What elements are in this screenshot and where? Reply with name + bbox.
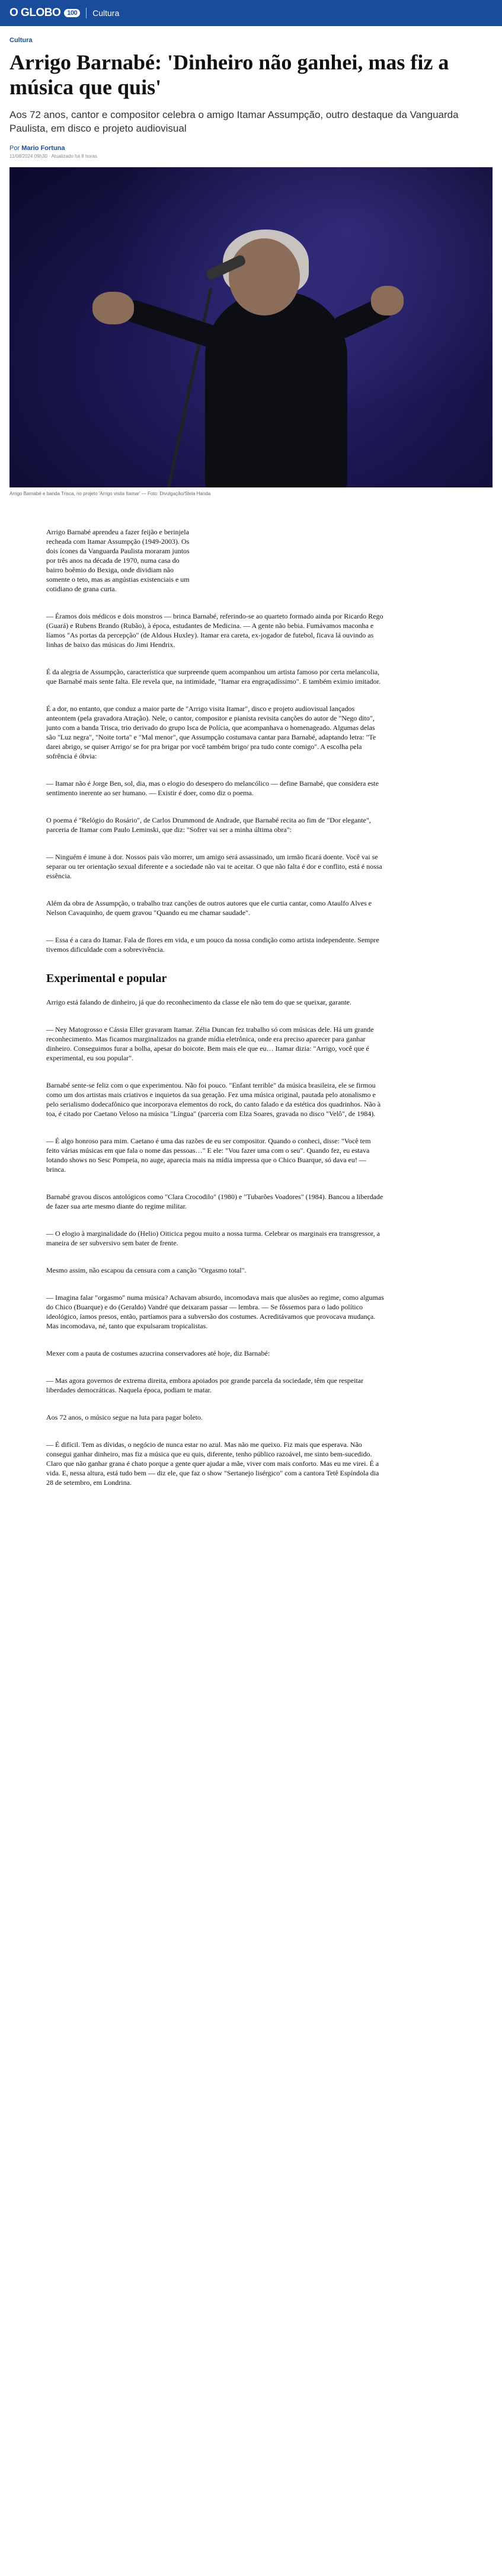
paragraph: — Éramos dois médicos e dois monstros — brinca Barnabé, referindo-se ao quarteto formado ainda por Ricardo Rego (Guará) e Rubens Brando (Rubão), à época, estudantes de Medicina. — A gente não bebia. Fumávamos maconha e líamos "As portas da percepção" (de Aldous Huxley). Itamar era careta, ex-jogador de futebol, ficava lá ouvindo as linhas de baixo das músicas do Jimi Hendrix. <box>46 612 383 649</box>
paragraph: — É algo honroso para mim. Caetano é uma das razões de eu ser compositor. Quando o conheci, disse: "Você tem feito várias músicas em que fala o nome das pessoas…" E ele: "Vou fazer uma com o seu". Quando fez, eu estava lotando shows no Sesc Pompeia, no auge, aparecia mais na mídia impressa que o Chico Buarque, só dava eu! — brinca. <box>46 1137 371 1174</box>
byline <box>9 145 493 152</box>
paragraph: — O elogio à marginalidade do (Helio) Oiticica pegou muito a nossa turma. Celebrar os marginais era transgressor, a maneira de ser subversivo sem bater de frente. <box>46 1229 380 1247</box>
paragraph: — Imagina falar "orgasmo" numa música? Achavam absurdo, incomodava mais que alusões ao regime, como algumas do Chico (Buarque) e do (Geraldo) Vandré que deixaram passar — lembra. — Se fôssemos para o lado político ideológico, íamos presos, então, partíamos para a subversão dos costumes. Acreditávamos que provocava mudança. Mas incomodava, né, tanto que expulsaram tropicalistas. <box>46 1293 384 1330</box>
performer-hand-right <box>371 286 404 315</box>
paragraph: Além da obra de Assumpção, o trabalho traz canções de outros autores que ele curtia cantar, como Ataulfo Alves e Nelson Cavaquinho, de quem gravou "Quando eu me chamar saudade". <box>46 899 372 917</box>
paragraph: — Mas agora governos de extrema direita, embora apoiados por grande parcela da sociedade, têm que respeitar liberdades democráticas. Naquela época, podiam te matar. <box>46 1376 364 1394</box>
photo-caption: Arrigo Barnabé e banda Trisca, no projeto 'Arrigo visita Itamar' — Foto: Divulgação/Stela Handa <box>9 491 211 496</box>
paragraph: É a dor, no entanto, que conduz a maior parte de "Arrigo visita Itamar", disco e projeto audiovisual lançados anteontem (pela gravadora Atração). Nele, o cantor, compositor e pianista revisita canções do autor de "Nego dito", junto com a banda Trisca, trio derivado do grupo Isca de Polícia, que acompanhava o homenageado. Algumas delas são "Luz negra", "Noite torta" e "Mal menor", que Assumpção costumava cantar para Barnabé, adaptando letra: "Te darei abrigo, se quiser Arrigo/ se for pra brigar por você também brigo/ pra tudo conte comigo". A escolha pela sofrência é óbvia: <box>46 704 376 760</box>
paragraph: Arrigo Barnabé aprendeu a fazer feijão e berinjela recheada com Itamar Assumpção (1949-2003). Os dois ícones da Vanguarda Paulista moraram juntos por três anos na década de 1970, numa casa do bairro boêmio do Bexiga, onde dividiam não somente o teto, mas as angústias existenciais e um cotidiano de grana curta. <box>46 528 190 593</box>
performer-head <box>229 238 300 315</box>
page-title: Arrigo Barnabé: 'Dinheiro não ganhei, mas fiz a música que quis' <box>9 50 449 99</box>
paragraph: — Ninguém é imune à dor. Nossos pais vão morrer, um amigo será assassinado, um irmão ficará doente. Você vai se separar ou ter orientação sexual diferente e a sociedade não vai te aceitar. O que não falta é dor e conflito, está é nossa essência. <box>46 853 382 880</box>
paragraph: Aos 72 anos, o músico segue na luta para pagar boleto. <box>46 1413 203 1421</box>
paragraph: — Essa é a cara do Itamar. Fala de flores em vida, e um pouco da nossa condição como artista independente. Sempre tivemos dificuldade com a sobrevivência. <box>46 936 379 954</box>
author-link[interactable]: Mario Fortuna <box>21 145 65 152</box>
paragraph: Barnabé sente-se feliz com o que experimentou. Não foi pouco. "Enfant terrible" da música brasileira, ele se firmou como um dos artistas mais criativos e inquietos da sua geração. Fez uma música original, pautada pelo atonalismo e pelo serialismo dodecafônico que incorporava elementos do rock, do canto falado e da estética dos quadrinhos. Não à toa, é citado por Caetano Veloso na música "Língua" (parceria com Elza Soares, gravada no disco "Velô", de 1984). <box>46 1081 381 1118</box>
logo-text: O GLOBO <box>9 7 61 19</box>
section-link[interactable]: Cultura <box>92 8 120 18</box>
performer-body <box>205 292 347 487</box>
performer-hand-left <box>92 292 134 324</box>
paragraph: — É difícil. Tem as dívidas, o negócio de nunca estar no azul. Mas não me queixo. Fiz mais que esperava. Não consegui ganhar dinheiro, mas fiz a música que eu quis, diferente, tenho público razoável, me sinto bem-sucedido. Claro que não ganhar grana é chato porque a gente quer ajudar a mãe, viver com mais conforto. Mas eu me virei. É a vida. E, nessa altura, está tudo bem — diz ele, que faz o show "Sertanejo lisérgico" com a cantora Tetê Espíndola dia 28 de setembro, em Londrina. <box>46 1440 379 1487</box>
paragraph: Mexer com a pauta de costumes azucrina conservadores até hoje, diz Barnabé: <box>46 1349 270 1357</box>
divider <box>86 8 87 18</box>
article-header <box>0 26 502 159</box>
paragraph: Barnabé gravou discos antológicos como "Clara Crocodilo" (1980) e "Tubarões Voadores" (1984). Bancou a liberdade de fazer sua arte mesmo diante do regime militar. <box>46 1193 383 1210</box>
article-body <box>46 527 385 1541</box>
paragraph: — Itamar não é Jorge Ben, sol, dia, mas o elogio do desespero do melancólico — define Barnabé, que considera este sentimento inerente ao ser humano. — Existir é doer, como diz o poema. <box>46 779 379 797</box>
paragraph: — Ney Matogrosso e Cássia Eller gravaram Itamar. Zélia Duncan fez trabalho só com músicas dele. Há um grande reconhecimento. Mas ficamos marginalizados na grande mídia eletrônica, onde era preciso aparecer para ganhar dinheiro. Conseguimos furar a bolha, apesar do boicote. Bem mais ele que eu… Itamar dizia: "Arrigo, você que é experimental, eu sou popular". <box>46 1025 374 1062</box>
hero-photo <box>9 167 493 487</box>
paragraph: É da alegria de Assumpção, característica que surpreende quem acompanhou um artista famoso por certa melancolia, que Barnabé mais sente falta. Ele revela que, na intimidade, "Itamar era engraçadíssimo". E também eximio imitador. <box>46 668 381 686</box>
subtitle: Aos 72 anos, cantor e compositor celebra o amigo Itamar Assumpção, outro destaque da Vanguarda Paulista, em disco e projeto audiovisual <box>9 109 459 134</box>
kicker[interactable]: Cultura <box>9 37 33 44</box>
site-logo[interactable] <box>9 7 80 20</box>
top-bar <box>0 0 502 26</box>
section-heading: Experimental e popular <box>46 972 167 985</box>
paragraph: O poema é "Relógio do Rosário", de Carlos Drummond de Andrade, que Barnabé recita ao fim de "Dor elegante", parceria de Itamar com Paulo Leminski, que diz: "Sofrer vai ser a minha última obra": <box>46 816 371 834</box>
paragraph: Mesmo assim, não escapou da censura com a canção "Orgasmo total". <box>46 1266 247 1274</box>
logo-badge: 100 <box>64 9 80 17</box>
byline-prefix: Por <box>9 145 20 152</box>
paragraph: Arrigo está falando de dinheiro, já que do reconhecimento da classe ele não tem do que se queixar, garante. <box>46 998 351 1006</box>
publish-date: 11/08/2024 09h30 · Atualizado há 8 horas <box>9 154 97 159</box>
